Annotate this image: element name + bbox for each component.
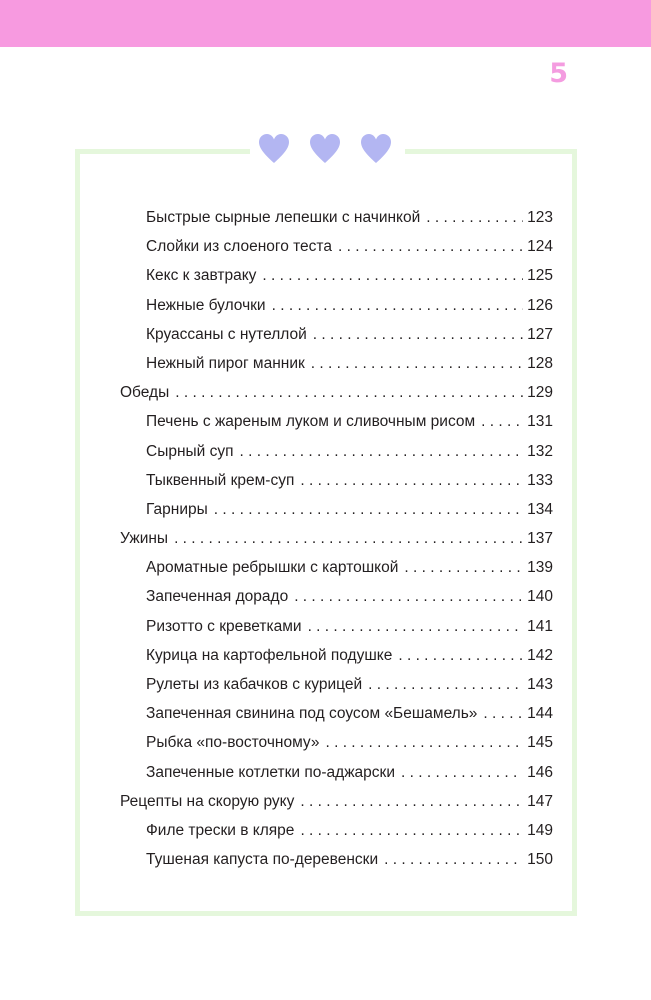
toc-section xyxy=(120,787,553,816)
toc-entry-page: 137 xyxy=(527,530,553,548)
toc-entry xyxy=(120,466,553,495)
toc-entry-page: 147 xyxy=(527,792,553,810)
toc-entry xyxy=(120,553,553,582)
toc-entry-title: Курица на картофельной подушке xyxy=(146,646,393,664)
toc-entry-title: Обеды xyxy=(120,384,170,402)
toc-entry xyxy=(120,495,553,524)
toc-entry-title: Тушеная капуста по-деревенски xyxy=(146,851,379,869)
toc-entry-page: 145 xyxy=(527,734,553,752)
dot-leader xyxy=(398,641,523,670)
toc-entry-page: 149 xyxy=(527,821,553,839)
toc-entry-title: Филе трески в кляре xyxy=(146,821,295,839)
toc-entry-title: Ароматные ребрышки с картошкой xyxy=(146,559,399,577)
toc-entry-page: 131 xyxy=(527,413,553,431)
heart-icon xyxy=(258,133,290,165)
dot-leader xyxy=(300,787,523,816)
toc-entry xyxy=(120,320,553,349)
toc-entry xyxy=(120,641,553,670)
dot-leader xyxy=(175,378,523,407)
heart-icon xyxy=(360,133,392,165)
dot-leader xyxy=(368,670,523,699)
toc-entry-title: Запеченные котлетки по-аджарски xyxy=(146,763,395,781)
dot-leader xyxy=(404,553,523,582)
toc-entry xyxy=(120,291,553,320)
toc-entry xyxy=(120,699,553,728)
toc-entry-title: Круассаны с нутеллой xyxy=(146,325,307,343)
dot-leader xyxy=(483,699,523,728)
table-of-contents xyxy=(120,203,553,874)
toc-entry xyxy=(120,407,553,436)
toc-entry-page: 146 xyxy=(527,763,553,781)
toc-entry-page: 126 xyxy=(527,296,553,314)
toc-entry-page: 139 xyxy=(527,559,553,577)
top-color-band xyxy=(0,0,651,47)
dot-leader xyxy=(272,291,524,320)
toc-entry xyxy=(120,845,553,874)
toc-entry-title: Рыбка «по-восточному» xyxy=(146,734,320,752)
toc-entry-title: Нежный пирог манник xyxy=(146,354,305,372)
toc-entry-page: 128 xyxy=(527,354,553,372)
toc-entry xyxy=(120,437,553,466)
toc-entry xyxy=(120,612,553,641)
toc-entry-title: Ризотто с креветками xyxy=(146,617,302,635)
hearts-decoration xyxy=(250,129,405,171)
dot-leader xyxy=(300,466,523,495)
toc-entry xyxy=(120,582,553,611)
toc-entry xyxy=(120,349,553,378)
toc-section xyxy=(120,378,553,407)
toc-entry-title: Ужины xyxy=(120,530,169,548)
toc-entry xyxy=(120,816,553,845)
dot-leader xyxy=(384,845,523,874)
heart-icon xyxy=(309,133,341,165)
toc-entry-title: Быстрые сырные лепешки с начинкой xyxy=(146,209,421,226)
toc-entry-title: Сырный суп xyxy=(146,442,234,460)
dot-leader xyxy=(240,437,524,466)
dot-leader xyxy=(426,203,523,232)
toc-entry-title: Запеченная дорадо xyxy=(146,588,289,606)
toc-entry-page: 140 xyxy=(527,588,553,606)
toc-entry-title: Гарниры xyxy=(146,500,208,518)
toc-entry-page: 124 xyxy=(527,238,553,256)
toc-entry-title: Кекс к завтраку xyxy=(146,267,257,285)
toc-entry xyxy=(120,670,553,699)
toc-entry xyxy=(120,261,553,290)
dot-leader xyxy=(174,524,523,553)
toc-entry xyxy=(120,758,553,787)
toc-entry xyxy=(120,728,553,757)
toc-entry xyxy=(120,203,553,232)
dot-leader xyxy=(214,495,523,524)
toc-entry-page: 144 xyxy=(527,705,553,723)
toc-entry-page: 125 xyxy=(527,267,553,285)
dot-leader xyxy=(481,407,523,436)
toc-entry-page: 133 xyxy=(527,471,553,489)
toc-entry-title: Слойки из слоеного теста xyxy=(146,238,332,256)
toc-entry-title: Печень с жареным луком и сливочным рисом xyxy=(146,413,476,431)
toc-entry-page: 129 xyxy=(527,384,553,402)
toc-entry-title: Рулеты из кабачков с курицей xyxy=(146,676,363,693)
dot-leader xyxy=(325,728,523,757)
dot-leader xyxy=(401,758,523,787)
toc-entry-page: 142 xyxy=(527,646,553,664)
toc-entry-title: Нежные булочки xyxy=(146,296,266,314)
dot-leader xyxy=(308,612,524,641)
dot-leader xyxy=(313,320,523,349)
toc-entry-page: 127 xyxy=(527,325,553,343)
toc-entry-page: 134 xyxy=(527,500,553,518)
toc-entry-title: Тыквенный крем-суп xyxy=(146,471,295,489)
toc-entry-page: 143 xyxy=(527,676,553,693)
dot-leader xyxy=(294,582,523,611)
dot-leader xyxy=(300,816,523,845)
toc-entry-page: 150 xyxy=(527,851,553,869)
dot-leader xyxy=(338,232,523,261)
dot-leader xyxy=(311,349,523,378)
toc-entry xyxy=(120,232,553,261)
toc-section xyxy=(120,524,553,553)
toc-entry-title: Запеченная свинина под соусом «Бешамель» xyxy=(146,705,478,723)
toc-entry-page: 132 xyxy=(527,442,553,460)
toc-entry-page: 123 xyxy=(527,209,553,226)
dot-leader xyxy=(262,261,523,290)
toc-entry-title: Рецепты на скорую руку xyxy=(120,792,295,810)
page-number: 5 xyxy=(549,58,568,89)
toc-entry-page: 141 xyxy=(527,617,553,635)
